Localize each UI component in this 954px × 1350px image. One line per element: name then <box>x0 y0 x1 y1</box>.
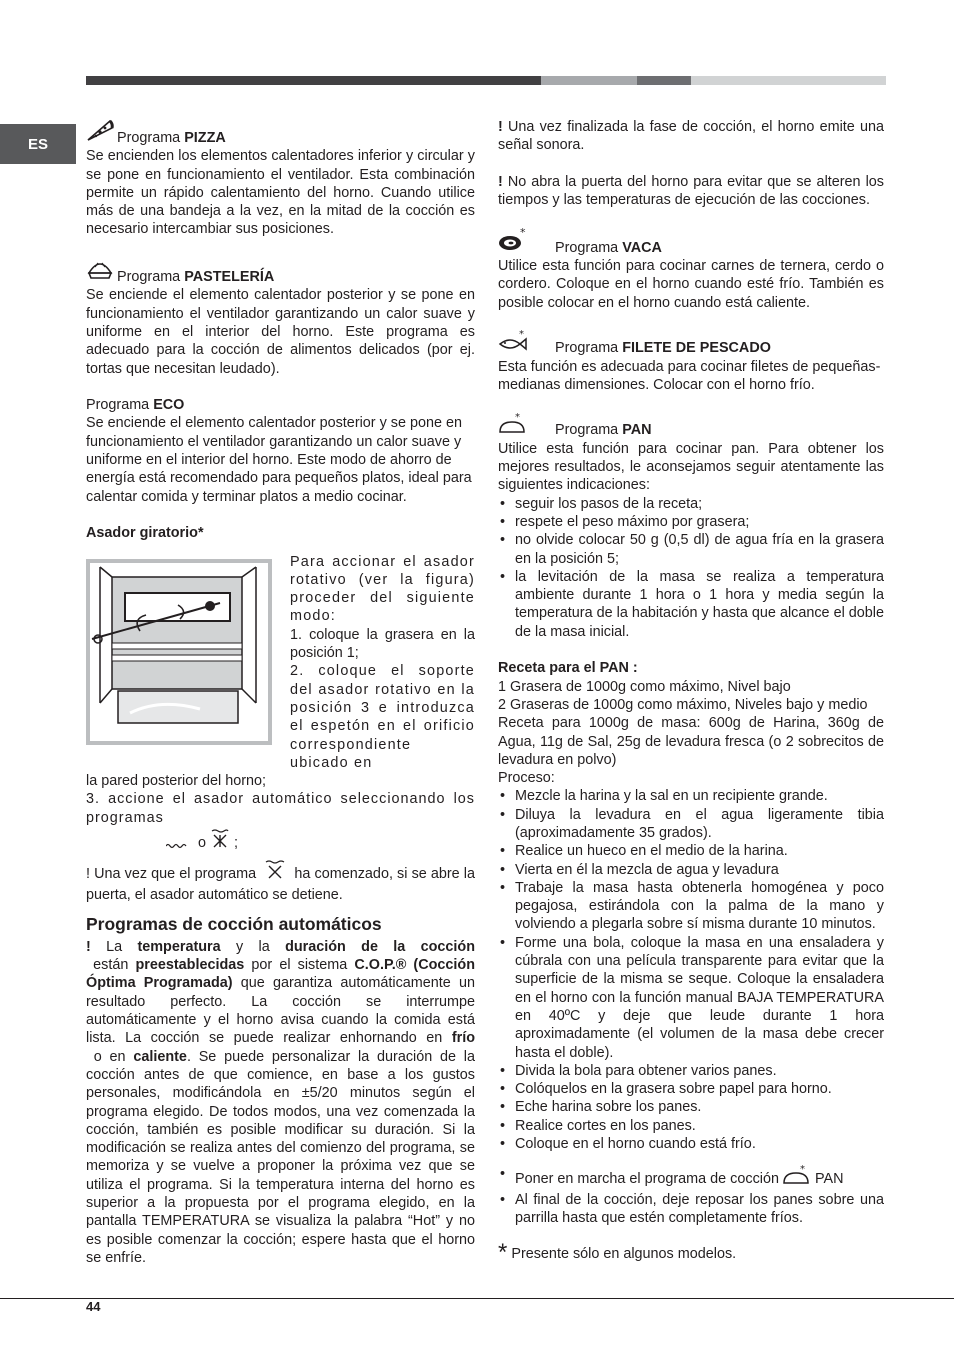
list-item: • respete el peso máximo por grasera; <box>498 513 884 531</box>
pizza-name: PIZZA <box>184 130 226 146</box>
pasteleria-name: PASTELERÍA <box>184 269 275 286</box>
receta-proceso: Proceso: <box>498 770 555 787</box>
rotisserie-grill-icon <box>166 836 188 850</box>
spacer <box>86 378 475 396</box>
pizza-title <box>86 118 475 147</box>
spacer <box>498 394 884 412</box>
bread-icon <box>498 412 555 439</box>
receta-title: Receta para el PAN : <box>498 660 638 677</box>
pan-text: Utilice esta función para cocinar pan. Para obtener los mejores resultados, le aconsejamos seguir atentamente las siguientes indicaciones: <box>498 440 884 494</box>
list-item: • seguir los pasos de la receta; <box>498 495 884 513</box>
asador-intro: Para accionar el asador rotativo (ver la figura) proceder del siguiente modo: <box>290 553 475 625</box>
list-item: • Trabaje la masa hasta obtenerla homogénea y poco pegajosa, estirándola con la palma de la mano y volviendo a plegarla sobre sí misma durante 10 minutos. <box>498 879 884 934</box>
header-bar-segment-3 <box>637 76 691 85</box>
receta-line-3: Receta para 1000g de masa: 600g de Harina, 360g de Agua, 11g de Sal, 25g de levadura fresca (o 2 sobrecitos de levadura en polvo) <box>498 715 884 768</box>
header-bar <box>86 76 886 85</box>
auto-programs-text: ! La temperatura y la duración de la cocción están preestablecidas por el sistema C.O.P.® (Cocción Óptima Programada) que garantiza automáticamente un resultado perfecto. La cocción se interrumpe automáticamente y el horno avisa cuando la comida está lista. La cocción se puede realizar enhornando en frío o en caliente. Se puede personalizar la duración de la cocción antes de que comience, en base a los gustos personales, modificándola en ±5/20 minutos según el programa elegido. De todos modos, una vez comenzada la cocción, también es posible modificar su duración. Si la modificación se realiza antes del comienzo del programa, se memoriza y se vuelve a proponer la próxima vez que se utiliza el programa. Si la temperatura interna del horno es superior a la propuesta por el programa elegido, en la pantalla TEMPERATURA se visualiza la palabra “Hot” y no es posible comenzar la cocción; espere hasta que el horno se enfríe. <box>86 938 476 1266</box>
section-pan <box>498 412 884 641</box>
spacer <box>86 506 475 524</box>
asador-step-3: 3. accione el asador automático seleccionando los programas <box>86 791 475 826</box>
rotisserie-fan-grill-icon-note <box>264 860 286 885</box>
list-item: • Realice cortes en los panes. <box>498 1117 884 1135</box>
header-bar-segment-4 <box>691 76 886 85</box>
asador-step-3-icons: o ; <box>86 829 475 854</box>
asador-step-2: 2. coloque el soporte del asador rotativo en la posición 3 e introduzca el espetón en el orificio correspondiente ubicado en <box>290 663 475 771</box>
svg-text:*: * <box>799 1165 805 1176</box>
section-pescado <box>498 330 884 394</box>
section-eco <box>86 396 475 506</box>
pescado-prefix: Programa <box>555 340 623 357</box>
pizza-prefix: Programa <box>117 130 185 146</box>
left-column <box>86 118 475 1267</box>
vaca-title <box>498 228 884 257</box>
pasteleria-prefix: Programa <box>117 269 185 286</box>
list-item: • Eche harina sobre los panes. <box>498 1098 884 1116</box>
vaca-text: Utilice esta función para cocinar carnes de ternera, cerdo o cordero. Coloque en el horno cuando esté frío. También es posible colocar en el horno cuando está caliente. <box>498 258 884 311</box>
list-item: • Realice un hueco en el medio de la harina. <box>498 842 884 860</box>
spacer <box>498 641 884 659</box>
list-item: • Colóquelos en la grasera sobre papel para horno. <box>498 1080 884 1098</box>
svg-text:*: * <box>520 227 526 239</box>
pan-prefix: Programa <box>555 422 623 439</box>
svg-text:*: * <box>519 330 524 341</box>
receta-steps-list <box>498 787 884 1153</box>
asador-instructions <box>290 553 475 773</box>
page-number: 44 <box>86 1299 101 1314</box>
list-item: • Divida la bola para obtener varios panes. <box>498 1062 884 1080</box>
auto-programs-heading: Programas de cocción automáticos <box>86 913 382 934</box>
eco-text: Se enciende el elemento calentador posterior y se pone en funcionamiento el ventilador garantizando un calor suave y uniforme en el interior del horno. Este modo de ahorro de energía está recomendado para pequeños platos, ideal para calentar comida y terminar platos a medio cocinar. <box>86 415 472 505</box>
eco-title <box>86 396 475 414</box>
svg-text:*: * <box>515 412 520 424</box>
section-auto-programs <box>86 914 475 1267</box>
section-pasteleria <box>86 257 475 378</box>
pizza-icon <box>86 118 114 147</box>
spacer <box>498 1153 884 1165</box>
list-item: • no olvide colocar 50 g (0,5 dl) de agua fría en la grasera en la posición 5; <box>498 531 884 568</box>
receta-line-2: 2 Graseras de 1000g como máximo, Niveles bajo y medio <box>498 696 868 713</box>
asador-title: Asador giratorio* <box>86 525 204 542</box>
list-item: • Vierta en él la mezcla de agua y levadura <box>498 861 884 879</box>
section-receta <box>498 659 884 1227</box>
list-item: • Mezcle la harina y la sal en un recipiente grande. <box>498 787 884 805</box>
footnote <box>498 1239 737 1266</box>
receta-final-list <box>498 1165 884 1227</box>
list-item: • Coloque en el horno cuando está frío. <box>498 1135 884 1153</box>
header-bar-segment-1 <box>86 76 541 85</box>
meat-icon <box>498 228 555 257</box>
list-item: • Diluya la levadura en el agua ligeramente tibia (aproximadamente 35 grados). <box>498 806 884 843</box>
spacer <box>498 312 884 330</box>
language-tab: ES <box>0 124 76 164</box>
section-vaca <box>498 228 884 312</box>
footnote-star: * <box>498 1239 508 1266</box>
eco-name: ECO <box>153 397 185 414</box>
pan-tips-list <box>498 495 884 641</box>
bread-icon-inline <box>783 1165 811 1190</box>
asador-step-1: 1. coloque la grasera en la posición 1; <box>290 626 475 662</box>
pan-name: PAN <box>622 422 652 439</box>
pescado-name: FILETE DE PESCADO <box>622 340 771 357</box>
section-pizza <box>86 118 475 239</box>
section-asador <box>86 524 475 904</box>
pasteleria-text: Se enciende el elemento calentador posterior y se pone en funcionamiento el ventilador garantizando un calor suave y uniforme en el interior del horno. Este programa es adecuado para la cocción de alimentos delicados (por ej. tortas que necesitan leudado). <box>86 287 475 377</box>
eco-prefix: Programa <box>86 397 154 414</box>
list-item: • Forme una bola, coloque la masa en una ensaladera y cúbrala con una película transparente para evitar que la superficie de la misma se seque. Coloque la ensaladera en el horno con la función manual BAJA TEMPERATURA en 40ºC y deje que leude durante 1 hora aproximadamente (el volumen de la masa debe crecer hasta el doble). <box>498 934 884 1062</box>
footnote-text: Presente sólo en algunos modelos. <box>511 1246 737 1262</box>
vaca-name: VACA <box>622 239 662 256</box>
asador-note: ! Una vez que el programa ha comenzado, si se abre la puerta, el asador automático se detiene. <box>86 860 475 904</box>
right-column <box>498 118 884 1227</box>
spacer <box>498 209 884 227</box>
vaca-prefix: Programa <box>555 239 623 256</box>
rotisserie-fan-grill-icon <box>210 829 230 854</box>
spacer <box>86 239 475 257</box>
note-sound: ! Una vez finalizada la fase de cocción, el horno emite una señal sonora. <box>498 119 884 154</box>
list-item: • Poner en marcha el programa de cocción * PAN <box>498 1165 884 1190</box>
pescado-title <box>498 330 884 357</box>
receta-line-1: 1 Grasera de 1000g como máximo, Nivel bajo <box>498 678 791 695</box>
header-bar-segment-2 <box>541 76 637 85</box>
pan-title <box>498 412 884 439</box>
asador-figure-row <box>86 553 475 773</box>
spacer <box>498 155 884 173</box>
pescado-text: Esta función es adecuada para cocinar filetes de pequeñas-medianas dimensiones. Colocar con el horno frío. <box>498 358 881 393</box>
list-item: • Al final de la cocción, deje reposar los panes sobre una parrilla hasta que estén completamente fríos. <box>498 1191 884 1228</box>
rotisserie-illustration <box>86 559 272 745</box>
footer-rule <box>0 1298 954 1299</box>
note-door: ! No abra la puerta del horno para evitar que se alteren los tiempos y las temperaturas de ejecución de las cocciones. <box>498 173 884 209</box>
list-item: • la levitación de la masa se realiza a temperatura ambiente durante 1 hora o 1 hora y media según la temperatura de la habitación y hasta que alcance el doble de la masa inicial. <box>498 568 884 641</box>
pasteleria-title <box>86 257 475 286</box>
fish-icon <box>498 330 555 357</box>
asador-step-2-cont: la pared posterior del horno; <box>86 773 266 790</box>
pizza-text: Se encienden los elementos calentadores inferior y circular y se pone en funcionamiento el ventilador. Esta combinación permite un rápido calentamiento del horno. Cuando utilice más de una bandeja a la vez, en la mitad de la cocción es necesario intercambiar sus posiciones. <box>86 148 475 238</box>
cake-icon <box>86 257 114 286</box>
